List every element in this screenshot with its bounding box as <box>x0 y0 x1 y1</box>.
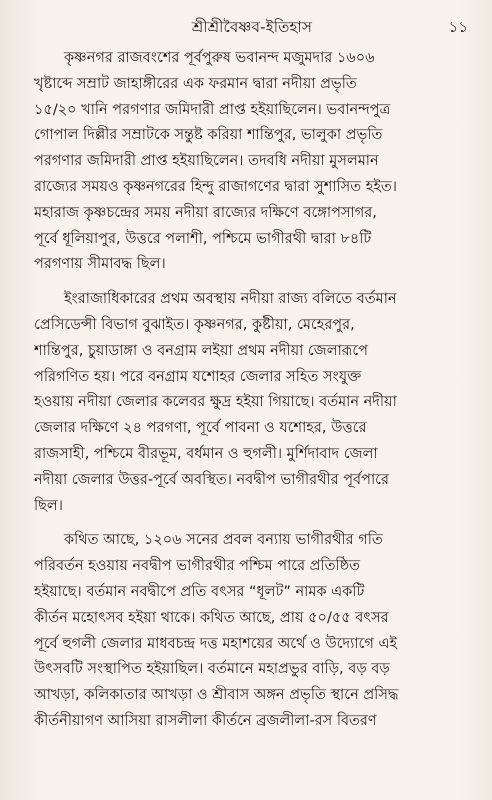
text-line: মহারাজ কৃষ্ণচন্দ্রের সময় নদীয়া রাজ্যের দক্ষিণে বঙ্গোপসাগর, <box>34 204 377 221</box>
text-line: শান্তিপুর, চুয়াডাঙ্গা ও বনগ্রাম লইয়া প্রথম নদীয়া জেলারূপে <box>34 342 369 359</box>
text-line: পরগণার জমিদারী প্রাপ্ত হইয়াছিলেন। তদবধি নদীয়া মুসলমান <box>34 153 379 170</box>
text-line: কৃষ্ণনগর রাজবংশের পূর্বপুরুষ ভবানন্দ মজুমদার ১৬০৬ <box>64 50 375 66</box>
text-line: পূর্বে ধূলিয়াপুর, উত্তরে পলাশী, পশ্চিমে ভাগীরথী দ্বারা ৮৪টি <box>34 230 372 247</box>
running-head <box>34 14 470 42</box>
text-line: কীর্তনীয়াগণ আসিয়া রাসলীলা কীর্তনে ব্রজলীলা-রস বিতরণ <box>34 712 377 729</box>
text-line: হওয়ায় নদীয়া জেলার কলেবর ক্ষুদ্র হইয়া গিয়াছে। বর্তমান নদীয়া <box>34 394 397 411</box>
text-line: কীর্তন মহোৎসব হইয়া থাকে। কথিত আছে, প্রায় ৫০/৫৫ বৎসর <box>34 609 389 626</box>
text-line: ইংরাজাধিকারের প্রথম অবস্থায় নদীয়া রাজ্য বলিতে বর্তমান <box>64 291 397 308</box>
text-line: আখড়া, কলিকাতার আখড়া ও শ্রীবাস অঙ্গন প্রভৃতি স্থানে প্রসিদ্ধ <box>34 687 399 704</box>
text-line: নদীয়া জেলার উত্তর-পূর্বে অবস্থিত। নবদ্বীপ ভাগীরথীর পূর্বপারে <box>34 471 389 488</box>
text-line: পূর্বে হুগলী জেলার মাধবচন্দ্র দত্ত মহাশয়ের অর্থে ও উদ্যোগে এই <box>34 635 398 652</box>
text-line: গোপাল দিল্লীর সম্রাটকে সন্তুষ্ট করিয়া শান্তিপুর, ভালুকা প্রভৃতি <box>34 127 383 144</box>
text-line: পরিবর্তন হওয়ায় নবদ্বীপ ভাগীরথীর পশ্চিম পারে প্রতিষ্ঠিত <box>34 558 361 575</box>
running-title: শ্রীশ্রীবৈষ্ণব-ইতিহাস <box>191 18 313 36</box>
text-line: ১৫/২০ খানি পরগণার জমিদারী প্রাপ্ত হইয়াছিলেন। ভবানন্দপুত্র <box>34 101 391 118</box>
text-line: কথিত আছে, ১২০৬ সনের প্রবল বন্যায় ভাগীরথীর গতি <box>64 532 383 549</box>
text-line: পরগণায় সীমাবদ্ধ ছিল। <box>34 256 166 273</box>
paragraph-2 <box>34 287 470 519</box>
text-line: জেলার দক্ষিণে ২৪ পরগণা, পূর্বে পাবনা ও যশোহর, উত্তরে <box>34 420 367 437</box>
body-text <box>34 46 470 735</box>
text-line: খৃষ্টাব্দে সম্রাট জাহাঙ্গীরের এক ফরমান দ্বারা নদীয়া প্রভৃতি <box>34 75 357 92</box>
text-line: হইয়াছে। বর্তমান নবদ্বীপে প্রতি বৎসর “ধূলট” নামক একটি <box>34 583 365 600</box>
text-line: উৎসবটি সংস্থাপিত হইয়াছিল। বর্তমানে মহাপ্রভুর বাড়ি, বড় বড় <box>34 661 390 678</box>
text-line: ছিল। <box>34 497 63 514</box>
paragraph-1 <box>34 46 470 278</box>
text-line: পরিগণিত হয়। পরে বনগ্রাম যশোহর জেলার সহিত সংযুক্ত <box>34 368 362 385</box>
text-line: প্রেসিডেন্সী বিভাগ বুঝাইত। কৃষ্ণনগর, কুষ্টীয়া, মেহেরপুর, <box>34 316 355 333</box>
paragraph-3 <box>34 528 470 734</box>
page-number: ১১ <box>448 18 468 36</box>
text-line: রাজসাহী, পশ্চিমে বীরভূম, বর্ধমান ও হুগলী। মুর্শিদাবাদ জেলা <box>34 445 378 462</box>
text-line: রাজ্যের সময়ও কৃষ্ণনগরের হিন্দু রাজাগণের দ্বারা সুশাসিত হইত। <box>34 178 397 195</box>
